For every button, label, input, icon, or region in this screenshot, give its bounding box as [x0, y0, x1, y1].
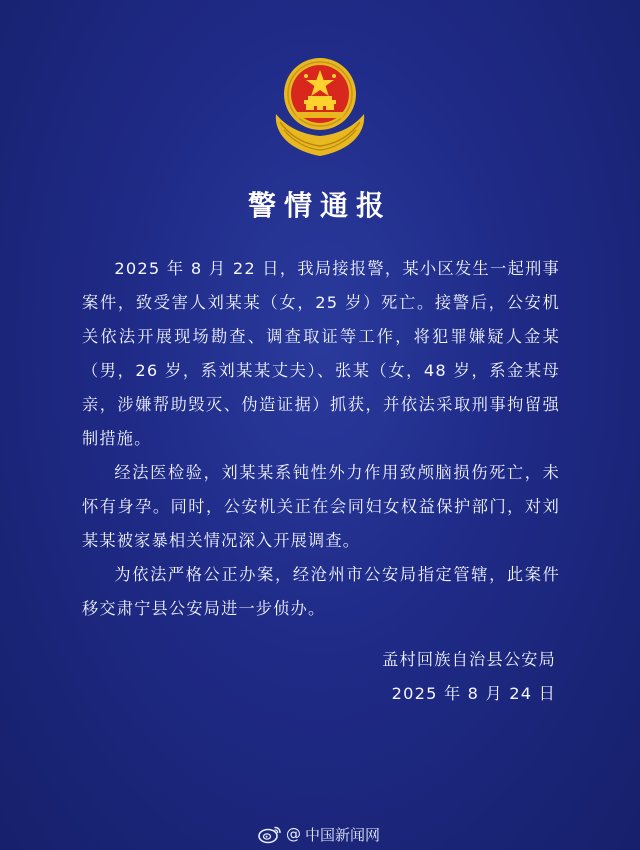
watermark-at: @ — [286, 825, 301, 843]
police-badge-icon — [270, 52, 370, 162]
notice-title: 警情通报 — [247, 189, 392, 222]
source-watermark — [258, 822, 380, 846]
signature-org: 孟村回族自治县公安局 — [382, 650, 556, 669]
watermark-account: 中国新闻网 — [305, 825, 381, 844]
signature-date: 2025 年 8 月 24 日 — [391, 684, 556, 703]
notice-paragraph: 为依法严格公正办案，经沧州市公安局指定管辖，此案件移交肃宁县公安局进一步侦办。 — [82, 565, 560, 618]
notice-paragraph: 2025 年 8 月 22 日，我局接报警，某小区发生一起刑事案件，致受害人刘某某（女，25 岁）死亡。接警后，公安机关依法开展现场勘查、调查取证等工作，将犯罪嫌疑人金某（男，26 岁，系刘某某丈夫）、张某（女，48 岁，系金某母亲，涉嫌帮助毁灭、伪造证据）抓获，并依法采取刑事拘留强制措施。 — [82, 259, 560, 448]
notice-paragraph: 经法医检验，刘某某系钝性外力作用致颅脑损伤死亡，未怀有身孕。同时，公安机关正在会同妇女权益保护部门，对刘某某被家暴相关情况深入开展调查。 — [82, 463, 560, 550]
notice-body — [82, 252, 560, 626]
weibo-icon — [258, 824, 282, 844]
